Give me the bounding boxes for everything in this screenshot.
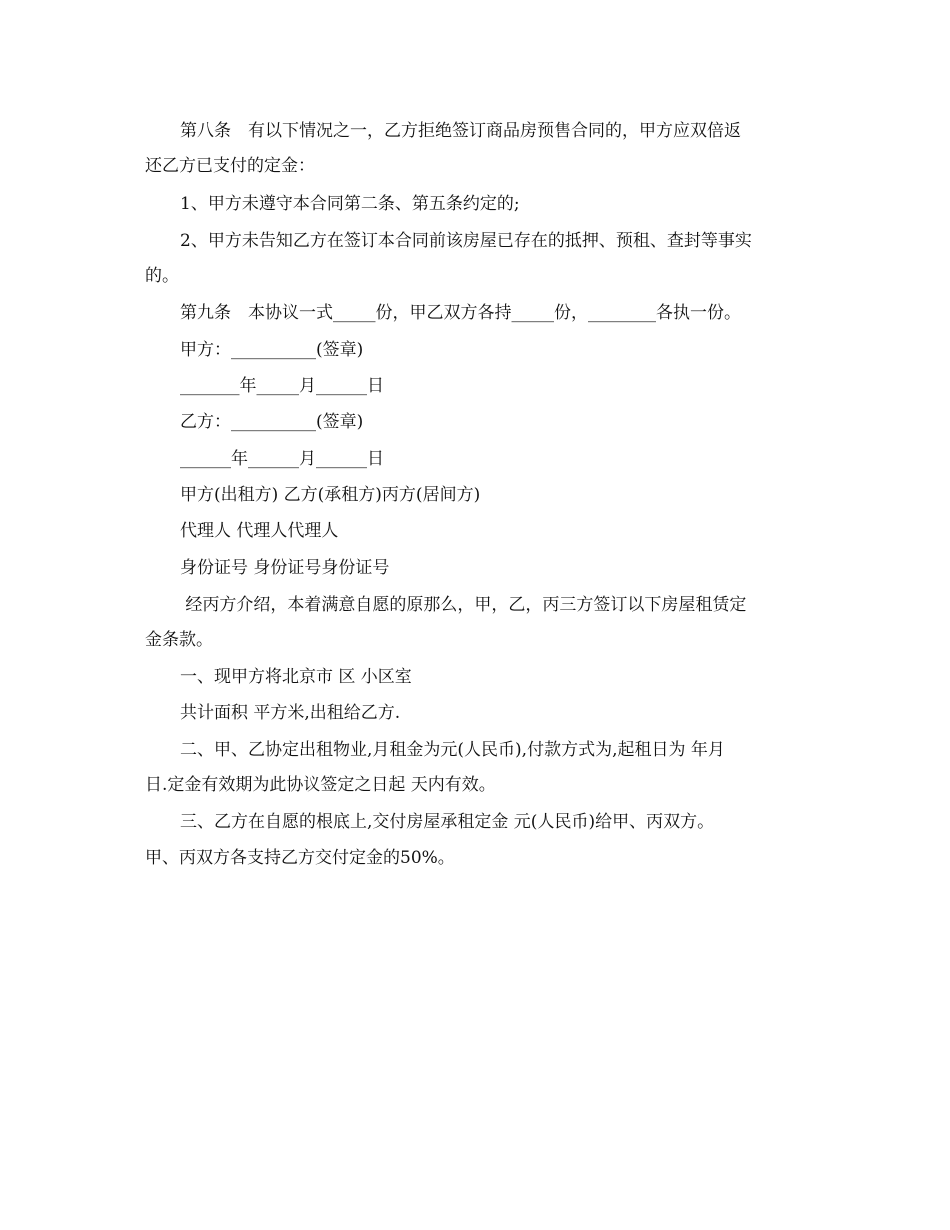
deposit-area: 共计面积 平方米,出租给乙方. (180, 703, 401, 723)
article8-item1: 1、甲方未遵守本合同第二条、第五条约定的; (180, 194, 520, 214)
deposit-split: 甲、丙双方各支持乙方交付定金的50%。 (145, 848, 455, 868)
article8-item2-line1: 2、甲方未告知乙方在签订本合同前该房屋已存在的抵押、预租、查封等事实 (180, 231, 752, 251)
deposit-clause2-line2: 日.定金有效期为此协议签定之日起 天内有效。 (145, 775, 496, 795)
deposit-clause3: 三、乙方在自愿的根底上,交付房屋承租定金 元(人民币)给甲、丙双方。 (180, 812, 715, 832)
party-b-date: ______年______月______日 (180, 449, 384, 469)
parties-agents: 代理人 代理人代理人 (180, 521, 339, 541)
article8-item2-line2: 的。 (145, 266, 179, 286)
parties-ids: 身份证号 身份证号身份证号 (180, 558, 390, 578)
article8-line2: 还乙方已支付的定金： (145, 156, 315, 176)
deposit-clause1: 一、现甲方将北京市 区 小区室 (180, 667, 412, 687)
parties-roles: 甲方(出租方) 乙方(承租方)丙方(居间方) (180, 485, 481, 505)
deposit-clause2-line1: 二、甲、乙协定出租物业,月租金为元(人民币),付款方式为,起租日为 年月 (180, 740, 725, 760)
party-b-signature: 乙方：__________(签章) (180, 412, 364, 432)
party-a-signature: 甲方：__________(签章) (180, 340, 364, 360)
deposit-intro-line2: 金条款。 (145, 630, 213, 650)
article8-line1: 第八条 有以下情况之一，乙方拒绝签订商品房预售合同的，甲方应双倍返 (180, 121, 741, 141)
party-a-date: _______年_____月______日 (180, 376, 384, 396)
deposit-intro-line1: 经丙方介绍，本着满意自愿的原那么，甲，乙，丙三方签订以下房屋租赁定 (180, 595, 747, 615)
article9-text: 第九条 本协议一式_____份，甲乙双方各持_____份，________各执一份。 (180, 303, 741, 323)
